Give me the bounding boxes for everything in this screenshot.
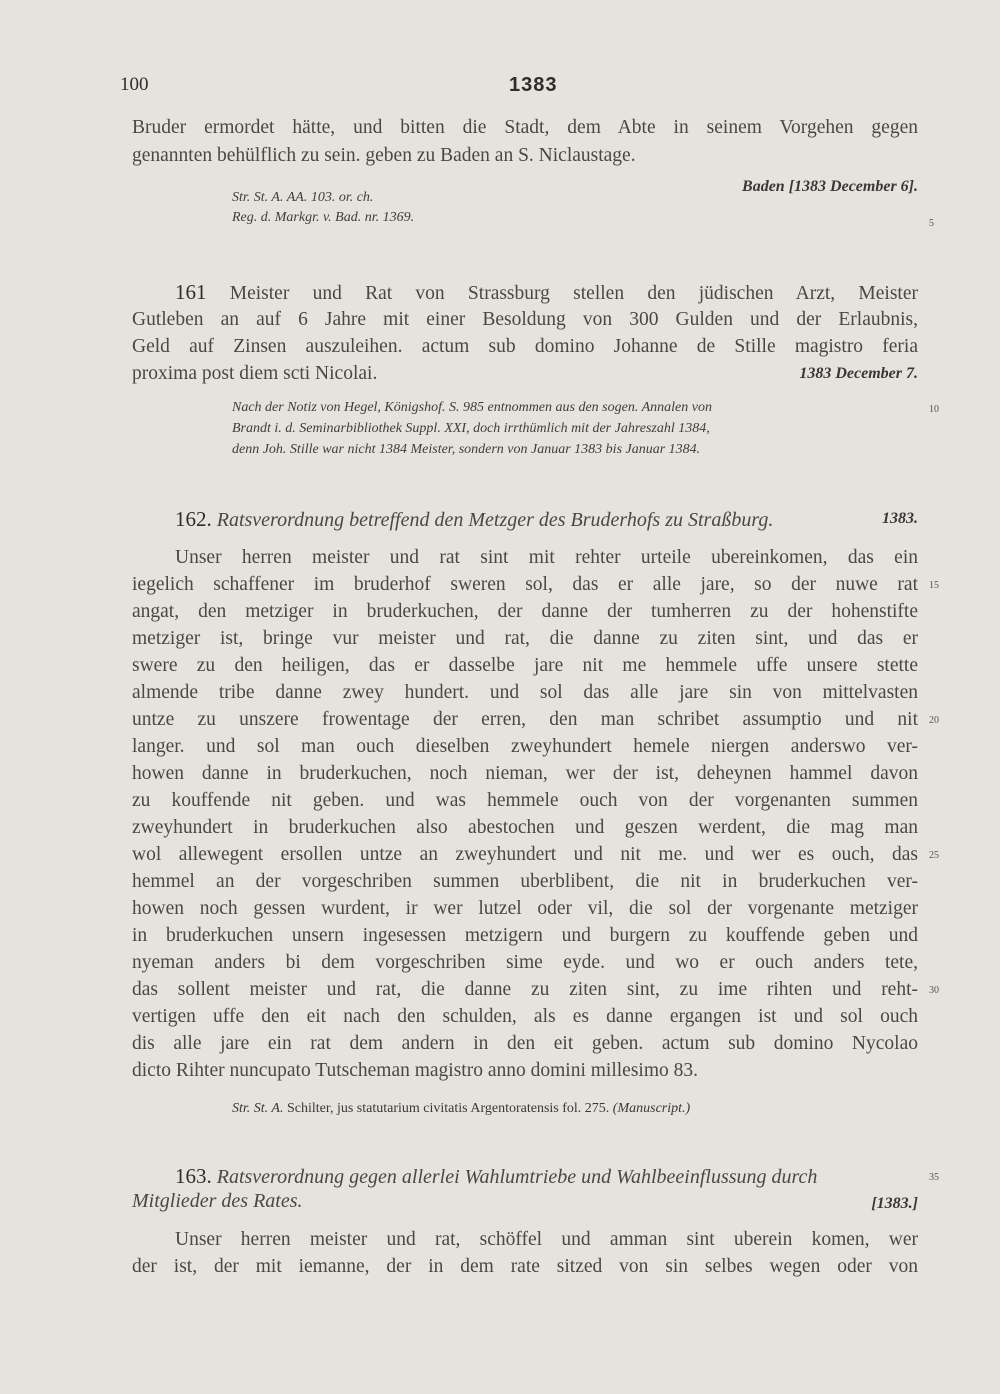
doc160-note-2: Reg. d. Markgr. v. Bad. nr. 1369. — [232, 210, 415, 225]
doc162-source-suffix: (Manuscript.) — [612, 1101, 691, 1116]
doc162-line: almende tribe danne zwey hundert. und sol das alle jare sin von mittelvasten — [132, 682, 918, 703]
doc162-source-prefix: Str. St. A. — [232, 1101, 284, 1116]
doc163-title-line-2: Mitglieder des Rates. — [132, 1190, 303, 1212]
doc163-title-line-1: Ratsverordnung gegen allerlei Wahlumtriebe und Wahlbeeinflussung durch — [216, 1166, 818, 1188]
doc163-heading — [175, 1164, 817, 1189]
doc162-line: das sollent meister und rat, die danne zu ziten sint, zu ime rihten und reht- — [132, 979, 918, 1000]
doc163-date: [1383.] — [871, 1195, 918, 1212]
doc162-line: dicto Rihter nuncupato Tutscheman magistro anno domini millesimo 83. — [132, 1060, 698, 1081]
margin-line-number: 30 — [929, 985, 939, 996]
doc162-source-body: Schilter, jus statutarium civitatis Argentoratensis fol. 275. — [286, 1101, 610, 1116]
margin-line-number: 5 — [929, 218, 934, 229]
doc162-line: zu kouffende nit geben. und was hemmele ouch von der vorgenanten summen — [132, 790, 918, 811]
doc161-line-2: Gutleben an auf 6 Jahre mit einer Besoldung von 300 Gulden und der Erlaubnis, — [132, 309, 918, 330]
doc160-note-1: Str. St. A. AA. 103. or. ch. — [232, 190, 374, 205]
page-number: 100 — [120, 74, 149, 95]
doc162-number: 162. — [175, 507, 212, 531]
doc162-line: iegelich schaffener im bruderhof sweren sol, das er alle jare, so der nuwe rat — [132, 574, 918, 595]
doc162-line: zweyhundert in bruderkuchen also abestochen und geszen werdent, die mag man — [132, 817, 918, 838]
doc161-note-3: denn Joh. Stille war nicht 1384 Meister, sondern von Januar 1383 bis Januar 1384. — [232, 442, 701, 457]
doc161-note-1: Nach der Notiz von Hegel, Königshof. S. 985 entnommen aus den sogen. Annalen von — [232, 400, 712, 415]
margin-line-number: 20 — [929, 715, 939, 726]
doc162-line: howen noch gessen wurdent, ir wer lutzel oder vil, die sol der vorgenante metziger — [132, 898, 918, 919]
doc161-date: 1383 December 7. — [799, 365, 918, 382]
doc161-line-3: Geld auf Zinsen auszuleihen. actum sub domino Johanne de Stille magistro feria — [132, 336, 918, 357]
doc162-date: 1383. — [882, 510, 918, 527]
doc162-line: untze zu unszere frowentage der erren, den man schribet assumptio und nit — [132, 709, 918, 730]
doc162-line: metziger ist, bringe vur meister und rat, die danne zu ziten sint, und das er — [132, 628, 918, 649]
margin-line-number: 10 — [929, 404, 939, 415]
doc162-line: in bruderkuchen unsern ingesessen metzigern und burgern zu kouffende geben und — [132, 925, 918, 946]
doc160-date: Baden [1383 December 6]. — [742, 178, 918, 195]
doc161-line-4: proxima post diem scti Nicolai. — [132, 363, 378, 384]
doc162-heading — [175, 507, 773, 532]
doc162-line: vertigen uffe den eit nach den schulden, als es danne ergangen ist und sol ouch — [132, 1006, 918, 1027]
doc161-line-1: Meister und Rat von Strassburg stellen den jüdischen Arzt, Meister — [229, 283, 919, 304]
doc162-line: swere zu den heiligen, das er dasselbe jare nit me hemmele uffe unsere stette — [132, 655, 918, 676]
doc162-source — [232, 1101, 690, 1117]
doc162-line: hemmel an der vorgeschriben summen uberblibent, die nit in bruderkuchen ver- — [132, 871, 918, 892]
doc162-line: wol allewegent ersollen untze an zweyhundert und nit me. und wer es ouch, das — [132, 844, 918, 865]
doc162-line: angat, den metziger in bruderkuchen, der danne der tumherren zu der hohenstifte — [132, 601, 918, 622]
doc162-line: howen danne in bruderkuchen, noch nieman, wer der ist, deheynen hammel davon — [132, 763, 918, 784]
doc162-title: Ratsverordnung betreffend den Metzger des Bruderhofs zu Straßburg. — [216, 509, 774, 531]
margin-line-number: 35 — [929, 1172, 939, 1183]
doc163-line: Unser herren meister und rat, schöffel und amman sint uberein komen, wer — [175, 1229, 918, 1250]
running-year-header: 1383 — [509, 74, 558, 96]
doc161-number: 161 — [175, 280, 207, 304]
doc162-line: nyeman anders bi dem vorgeschriben sime eyde. und wo er ouch anders tete, — [132, 952, 918, 973]
doc163-number: 163. — [175, 1164, 212, 1188]
margin-line-number: 25 — [929, 850, 939, 861]
doc161-first-line — [175, 279, 918, 307]
margin-line-number: 15 — [929, 580, 939, 591]
doc162-line: dis alle jare ein rat dem andern in den eit geben. actum sub domino Nycolao — [132, 1033, 918, 1054]
doc162-line: Unser herren meister und rat sint mit rehter urteile ubereinkomen, das ein — [175, 547, 918, 568]
doc161-note-2: Brandt i. d. Seminarbibliothek Suppl. XXI, doch irrthümlich mit der Jahreszahl 1384, — [232, 421, 710, 436]
doc160-line-2: genannten behülflich zu sein. geben zu Baden an S. Niclaustage. — [132, 145, 636, 166]
doc163-line: der ist, der mit iemanne, der in dem rate sitzed von sin selbes wegen oder von — [132, 1256, 918, 1277]
doc162-line: langer. und sol man ouch dieselben zweyhundert hemele niergen anderswo ver- — [132, 736, 918, 757]
doc160-line-1: Bruder ermordet hätte, und bitten die Stadt, dem Abte in seinem Vorgehen gegen — [132, 117, 918, 138]
